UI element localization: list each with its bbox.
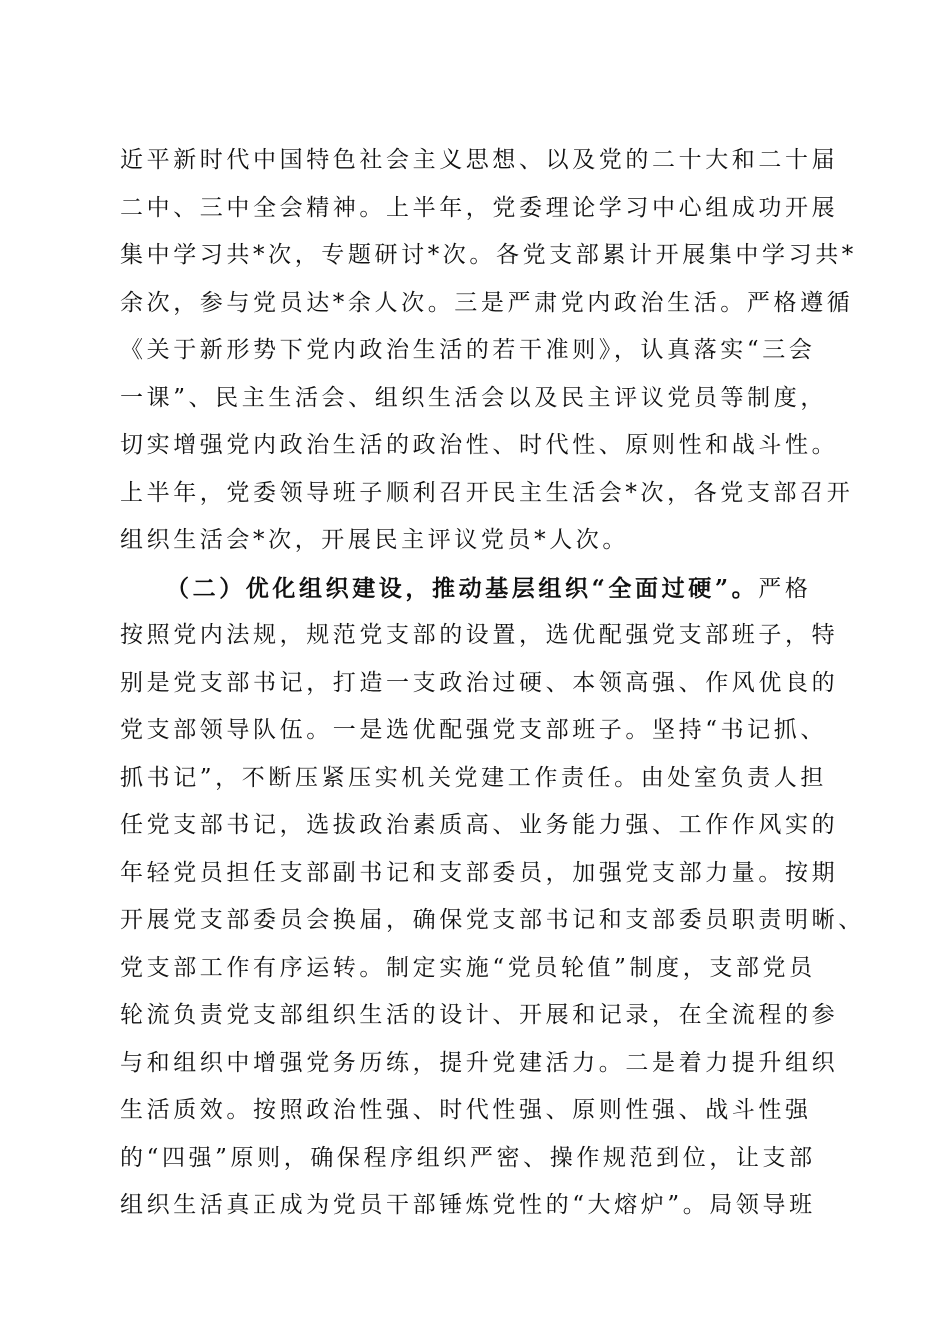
paragraph-line: 轮流负责党支部组织生活的设计、开展和记录，在全流程的参 [120, 1002, 839, 1028]
paragraph-line: 开展党支部委员会换届，确保党支部书记和支部委员职责明晰、 [120, 907, 865, 933]
paragraph-line: 党支部领导队伍。一是选优配强党支部班子。坚持“书记抓、 [120, 717, 827, 743]
paragraph-line: 任党支部书记，选拔政治素质高、业务能力强、工作作风实的 [120, 812, 839, 838]
paragraph-line: 切实增强党内政治生活的政治性、时代性、原则性和战斗性。 [120, 432, 839, 458]
section-first-line-rest: 严格 [758, 575, 812, 602]
paragraph-line: 集中学习共*次，专题研讨*次。各党支部累计开展集中学习共* [120, 242, 857, 268]
paragraph-line: 的“四强”原则，确保程序组织严密、操作规范到位，让支部 [120, 1144, 816, 1171]
paragraph-line: 《关于新形势下党内政治生活的若干准则》，认真落实“三会 [120, 337, 816, 363]
paragraph-line: 生活质效。按照政治性强、时代性强、原则性强、战斗性强 [120, 1097, 812, 1123]
paragraph-line: 党支部工作有序运转。制定实施“党员轮值”制度，支部党员 [120, 954, 816, 981]
paragraph-line: 二中、三中全会精神。上半年，党委理论学习中心组成功开展 [120, 194, 839, 221]
paragraph-line: 一课”、民主生活会、组织生活会以及民主评议党员等制度， [120, 384, 827, 411]
paragraph-line: 近平新时代中国特色社会主义思想、以及党的二十大和二十届 [120, 147, 839, 173]
paragraph-line: 别是党支部书记，打造一支政治过硬、本领高强、作风优良的 [120, 669, 839, 696]
paragraph-line: 抓书记”，不断压紧压实机关党建工作责任。由处室负责人担 [120, 764, 827, 791]
paragraph-line: 按照党内法规，规范党支部的设置，选优配强党支部班子，特 [120, 622, 839, 648]
paragraph-line: 上半年，党委领导班子顺利召开民主生活会*次，各党支部召开 [120, 479, 854, 506]
paragraph-line: 组织生活会*次，开展民主评议党员*人次。 [120, 527, 629, 553]
paragraph-line: 组织生活真正成为党员干部锤炼党性的“大熔炉”。局领导班 [120, 1192, 816, 1218]
document-body [120, 137, 865, 1230]
paragraph-line: 余次，参与党员达*余人次。三是严肃党内政治生活。严格遵循 [120, 289, 854, 316]
paragraph-line: 年轻党员担任支部副书记和支部委员，加强党支部力量。按期 [120, 859, 839, 886]
section-first-line [120, 565, 832, 613]
paragraph-line: 与和组织中增强党务历练，提升党建活力。二是着力提升组织 [120, 1049, 839, 1076]
section-heading: （二）优化组织建设，推动基层组织“全面过硬”。 [166, 574, 759, 602]
